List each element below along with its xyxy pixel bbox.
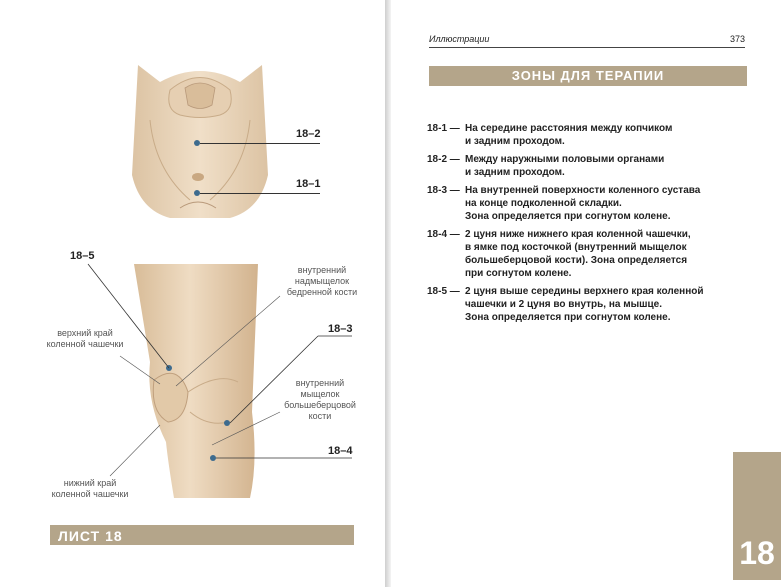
zone-description: 2 цуня ниже нижнего края коленной чашечки, в ямке под косточкой (внутренний мыщелок большеберцовой кости). Зона определяется при согнутом колене. — [465, 229, 691, 279]
right-page — [391, 0, 781, 587]
label-lower-patella-edge: нижний край коленной чашечки — [51, 478, 129, 499]
code-label-18-4: 18–4 — [328, 445, 353, 457]
zone-item-18-5 — [427, 285, 747, 324]
zone-item-18-3 — [427, 184, 747, 223]
zone-item-18-2 — [427, 153, 747, 179]
sheet-label: ЛИСТ 18 — [58, 528, 123, 544]
chapter-tab — [733, 452, 781, 580]
label-medial-tibial-condyle: внутренний мыщелок большеберцовой кости — [284, 378, 356, 421]
zone-description: 2 цуня выше середины верхнего края коленной чашечки и 2 цуня во внутрь, на мышце. Зона определяется при согнутом колене. — [465, 286, 704, 323]
header-rule — [429, 47, 745, 48]
zone-description: На середине расстояния между копчиком и задним проходом. — [465, 123, 673, 147]
section-title-band — [429, 66, 747, 86]
code-label-18-3: 18–3 — [328, 323, 353, 335]
sheet-band — [50, 525, 354, 545]
running-head: Иллюстрации — [429, 34, 490, 44]
page-number: 373 — [729, 34, 745, 44]
section-title: ЗОНЫ ДЛЯ ТЕРАПИИ — [511, 68, 665, 83]
zone-code: 18-1 — — [427, 123, 460, 134]
chapter-tab-number: 18 — [739, 535, 775, 571]
label-medial-femoral-condyle: внутренний надмыщелок бедренной кости — [286, 265, 358, 297]
code-label-18-1: 18–1 — [296, 178, 321, 190]
zone-code: 18-4 — — [427, 229, 460, 240]
zone-item-18-4 — [427, 228, 747, 280]
left-page — [0, 0, 385, 587]
zone-code: 18-2 — — [427, 154, 460, 165]
label-upper-patella-edge: верхний край коленной чашечки — [46, 328, 124, 349]
code-label-18-5: 18–5 — [70, 250, 95, 262]
zone-code: 18-3 — — [427, 185, 460, 196]
zone-item-18-1 — [427, 122, 747, 148]
zone-description: Между наружными половыми органами и задним проходом. — [465, 154, 665, 178]
zone-list — [427, 122, 747, 329]
zone-code: 18-5 — — [427, 286, 460, 297]
code-label-18-2: 18–2 — [296, 128, 321, 140]
zone-description: На внутренней поверхности коленного сустава на конце подколенной складки. Зона определяется при согнутом колене. — [465, 185, 701, 222]
